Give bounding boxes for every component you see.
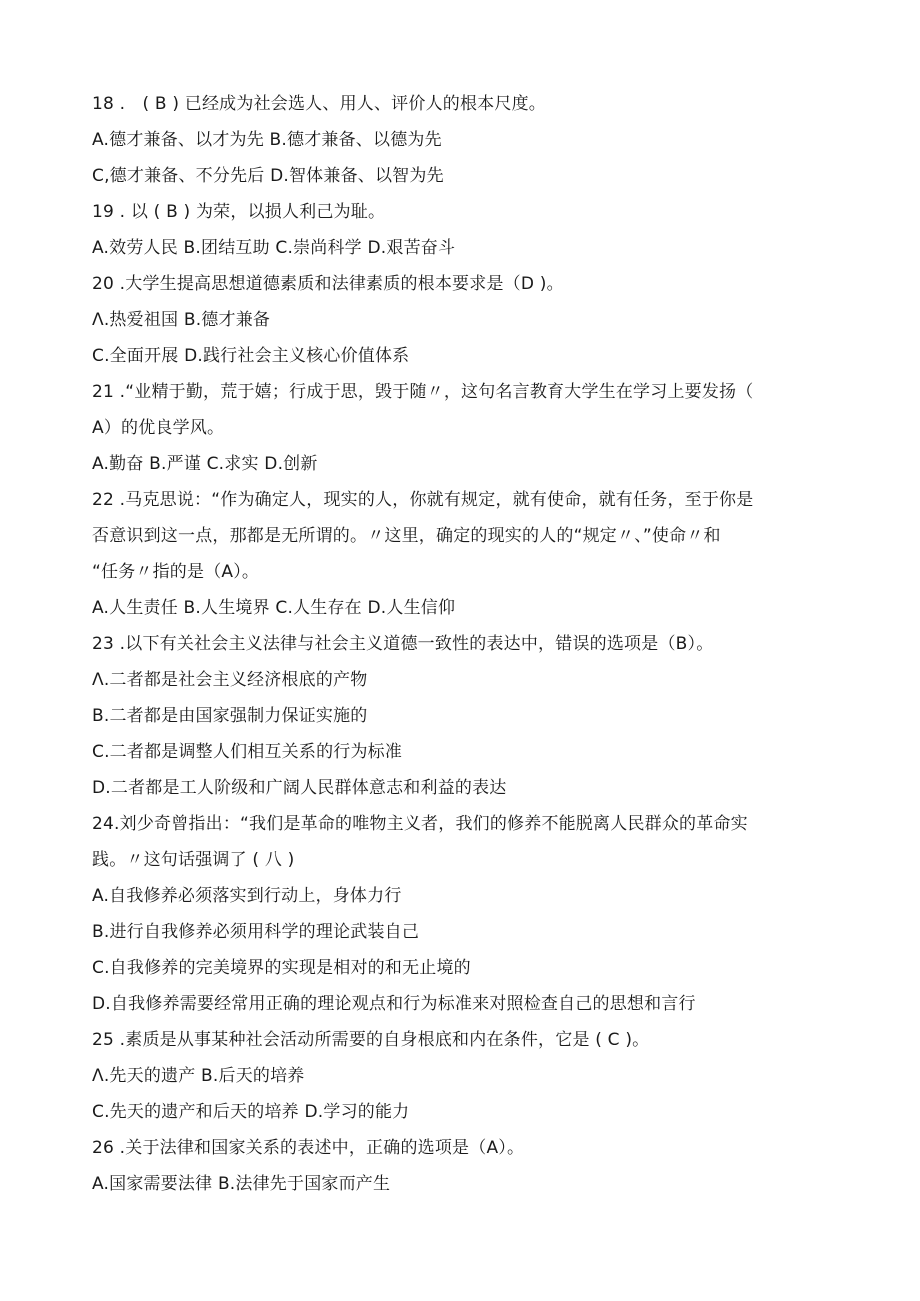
q24-option-b: B.进行自我修养必须用科学的理论武装自己	[92, 922, 420, 942]
q23-stem: 23 .以下有关社会主义法律与社会主义道德一致性的表达中，错误的选项是（B）。	[92, 634, 714, 654]
q19-stem: 19 . 以 ( B ) 为荣，以损人利己为耻。	[92, 202, 386, 222]
q24-option-d: D.自我修养需要经常用正确的理论观点和行为标准来对照检查自己的思想和言行	[92, 994, 696, 1014]
q19-options: A.效劳人民 B.团结互助 C.崇尚科学 D.艰苦奋斗	[92, 238, 456, 258]
q20-options-cd: C.全面开展 D.践行社会主义核心价值体系	[92, 346, 410, 366]
q21-stem-line2: A）的优良学风。	[92, 418, 225, 438]
q20-stem: 20 .大学生提高思想道德素质和法律素质的根本要求是（D )。	[92, 274, 564, 294]
q24-option-a: A.自我修养必须落实到行动上，身体力行	[92, 886, 402, 906]
q18-options-cd: C,德才兼备、不分先后 D.智体兼备、以智为先	[92, 166, 444, 186]
q22-stem-line1: 22 .马克思说：“作为确定人，现实的人，你就有规定，就有使命，就有任务，至于你是	[92, 490, 754, 510]
q22-options: A.人生责任 B.人生境界 C.人生存在 D.人生信仰	[92, 598, 456, 618]
q21-stem-line1: 21 .“业精于勤，荒于嬉；行成于思，毁于随〃，这句名言教育大学生在学习上要发扬（	[92, 382, 754, 402]
q18-options-ab: A.德才兼备、以才为先 B.德才兼备、以德为先	[92, 130, 442, 150]
q26-options-ab: A.国家需要法律 B.法律先于国家而产生	[92, 1174, 391, 1194]
q25-stem: 25 .素质是从事某种社会活动所需要的自身根底和内在条件，它是 ( C )。	[92, 1030, 650, 1050]
q25-options-ab: Λ.先天的遗产 B.后天的培养	[92, 1066, 305, 1086]
q23-option-d: D.二者都是工人阶级和广阔人民群体意志和利益的表达	[92, 778, 507, 798]
q24-stem-line1: 24.刘少奇曾指出：“我们是革命的唯物主义者，我们的修养不能脱离人民群众的革命实	[92, 814, 748, 834]
q24-stem-line2: 践。〃这句话强调了 ( 八 )	[92, 850, 295, 870]
question-text-block	[92, 86, 822, 1202]
q23-option-b: B.二者都是由国家强制力保证实施的	[92, 706, 368, 726]
q22-stem-line3: “任务〃指的是（A）。	[92, 562, 260, 582]
q23-option-c: C.二者都是调整人们相互关系的行为标准	[92, 742, 403, 762]
q20-options-ab: Λ.热爱祖国 B.德才兼备	[92, 310, 271, 330]
q21-options: A.勤奋 B.严谨 C.求实 D.创新	[92, 454, 318, 474]
q23-option-a: Λ.二者都是社会主义经济根底的产物	[92, 670, 368, 690]
q25-options-cd: C.先天的遗产和后天的培养 D.学习的能力	[92, 1102, 410, 1122]
q18-stem: 18 . ( B ) 已经成为社会选人、用人、评价人的根本尺度。	[92, 94, 546, 114]
q26-stem: 26 .关于法律和国家关系的表述中，正确的选项是（A）。	[92, 1138, 525, 1158]
q24-option-c: C.自我修养的完美境界的实现是相对的和无止境的	[92, 958, 471, 978]
q22-stem-line2: 否意识到这一点，那都是无所谓的。〃这里，确定的现实的人的“规定〃、”使命〃和	[92, 526, 721, 546]
